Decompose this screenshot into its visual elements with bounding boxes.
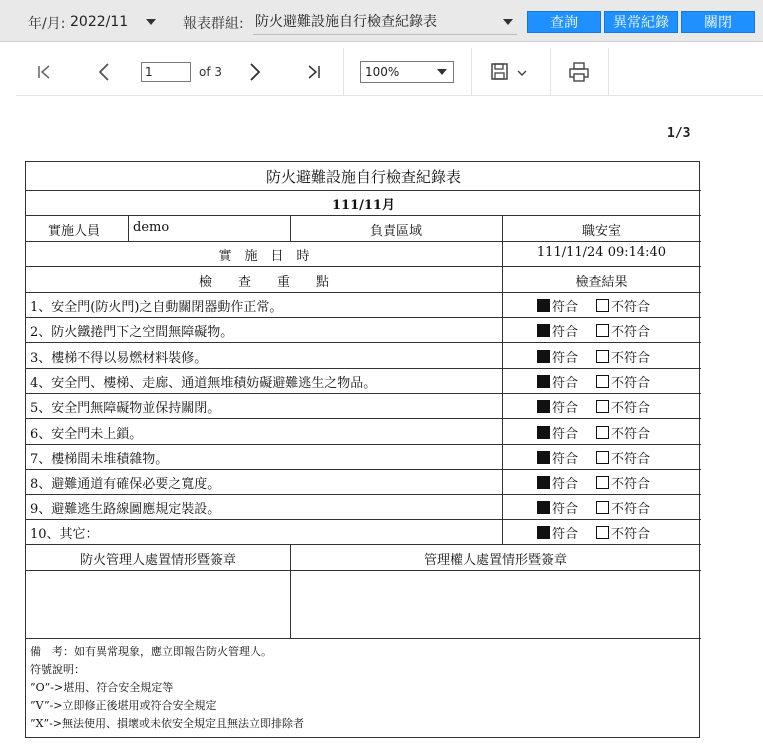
check-item: 4、安全門、樓梯、走廊、通道無堆積妨礙避難逃生之物品。 [30, 376, 377, 391]
check-result: 符合 不符合 [537, 498, 650, 517]
page-total: of 3 [199, 65, 223, 79]
check-result: 符合 不符合 [537, 423, 650, 442]
note-line: 備 考：如有異常現象，應立即報告防火管理人。 [30, 645, 272, 658]
check-item: 2、防火鐵捲門下之空間無障礙物。 [30, 325, 234, 340]
report-toolbar [16, 48, 763, 96]
checked-box-icon [537, 400, 550, 413]
checked-box-icon [537, 375, 550, 388]
check-result: 符合 不符合 [537, 397, 650, 416]
page-indicator: 1/3 [667, 126, 691, 141]
unchecked-box-icon [596, 375, 609, 388]
report-group-value: 防火避難設施自行檢查紀錄表 [255, 14, 437, 30]
report-title: 防火避難設施自行檢查紀錄表 [265, 168, 461, 186]
month-label: 年/月: [28, 16, 66, 32]
first-page-icon[interactable] [34, 60, 54, 84]
inspector-value: demo [133, 220, 170, 235]
note-line: 符號說明： [30, 663, 85, 676]
check-result: 符合 不符合 [537, 321, 650, 340]
inspection-report [25, 161, 700, 738]
check-item: 1、安全門(防火門)之自動關閉器動作正常。 [30, 300, 283, 315]
inspector-label: 實施人員 [48, 224, 101, 239]
zoom-select[interactable] [360, 61, 454, 83]
unchecked-box-icon [596, 476, 609, 489]
checked-box-icon [537, 501, 550, 514]
note-line: ”X”->無法使用、損壞或未依安全規定且無法立即排除者 [30, 717, 305, 730]
close-button[interactable]: 關閉 [681, 11, 755, 33]
check-item: 5、安全門無障礙物並保持關閉。 [30, 401, 221, 416]
note-line: ”V”->立即修正後堪用或符合安全規定 [30, 699, 217, 712]
group-label: 報表群組: [183, 16, 244, 32]
chevron-down-icon [146, 19, 156, 25]
save-icon [490, 62, 534, 82]
check-result: 符合 不符合 [537, 296, 650, 315]
check-item: 9、避難逃生路線圖應規定裝設。 [30, 502, 221, 517]
month-value: 2022/11 [70, 14, 129, 30]
unchecked-box-icon [596, 299, 609, 312]
authority-sign-label: 管理權人處置情形暨簽章 [423, 553, 567, 568]
points-header: 檢 查 重 點 [198, 275, 329, 290]
prev-page-icon[interactable] [94, 60, 114, 84]
checked-box-icon [537, 526, 550, 539]
area-label: 負責區域 [369, 224, 422, 239]
checked-box-icon [537, 324, 550, 337]
save-menu-button[interactable] [490, 60, 534, 84]
abnormal-records-button[interactable]: 異常紀錄 [604, 11, 678, 33]
chevron-down-icon [437, 69, 447, 75]
check-item: 8、避難通道有確保必要之寬度。 [30, 477, 221, 492]
check-result: 符合 不符合 [537, 523, 650, 542]
next-page-icon[interactable] [245, 60, 265, 84]
result-header: 檢查結果 [575, 275, 628, 290]
last-page-icon[interactable] [304, 60, 324, 84]
check-item: 6、安全門未上鎖。 [30, 427, 143, 442]
checked-box-icon [537, 299, 550, 312]
fire-manager-sign-label: 防火管理人處置情形暨簽章 [79, 553, 236, 568]
check-result: 符合 不符合 [537, 448, 650, 467]
checked-box-icon [537, 476, 550, 489]
datetime-label: 實 施 日 時 [218, 249, 310, 264]
check-result: 符合 不符合 [537, 372, 650, 391]
chevron-down-icon [503, 19, 513, 25]
unchecked-box-icon [596, 526, 609, 539]
check-result: 符合 不符合 [537, 347, 650, 366]
check-item: 10、其它： [30, 527, 99, 542]
report-period: 111/11月 [332, 198, 395, 213]
datetime-value: 111/11/24 09:14:40 [536, 245, 667, 260]
checked-box-icon [537, 350, 550, 363]
zoom-value: 100% [365, 65, 400, 79]
unchecked-box-icon [596, 501, 609, 514]
month-select[interactable] [68, 11, 160, 33]
report-group-select[interactable] [253, 11, 517, 33]
unchecked-box-icon [596, 350, 609, 363]
unchecked-box-icon [596, 451, 609, 464]
check-item: 3、樓梯不得以易燃材料裝修。 [30, 351, 208, 366]
unchecked-box-icon [596, 400, 609, 413]
checked-box-icon [537, 426, 550, 439]
print-icon[interactable] [568, 60, 590, 84]
area-value: 職安室 [581, 224, 621, 239]
check-result: 符合 不符合 [537, 473, 650, 492]
query-button[interactable]: 查詢 [527, 11, 601, 33]
note-line: ”O”->堪用、符合安全規定等 [30, 681, 174, 694]
filter-bar [0, 0, 763, 42]
unchecked-box-icon [596, 324, 609, 337]
unchecked-box-icon [596, 426, 609, 439]
checked-box-icon [537, 451, 550, 464]
check-item: 7、樓梯間未堆積雜物。 [30, 452, 169, 467]
page-number-input[interactable] [141, 62, 191, 82]
